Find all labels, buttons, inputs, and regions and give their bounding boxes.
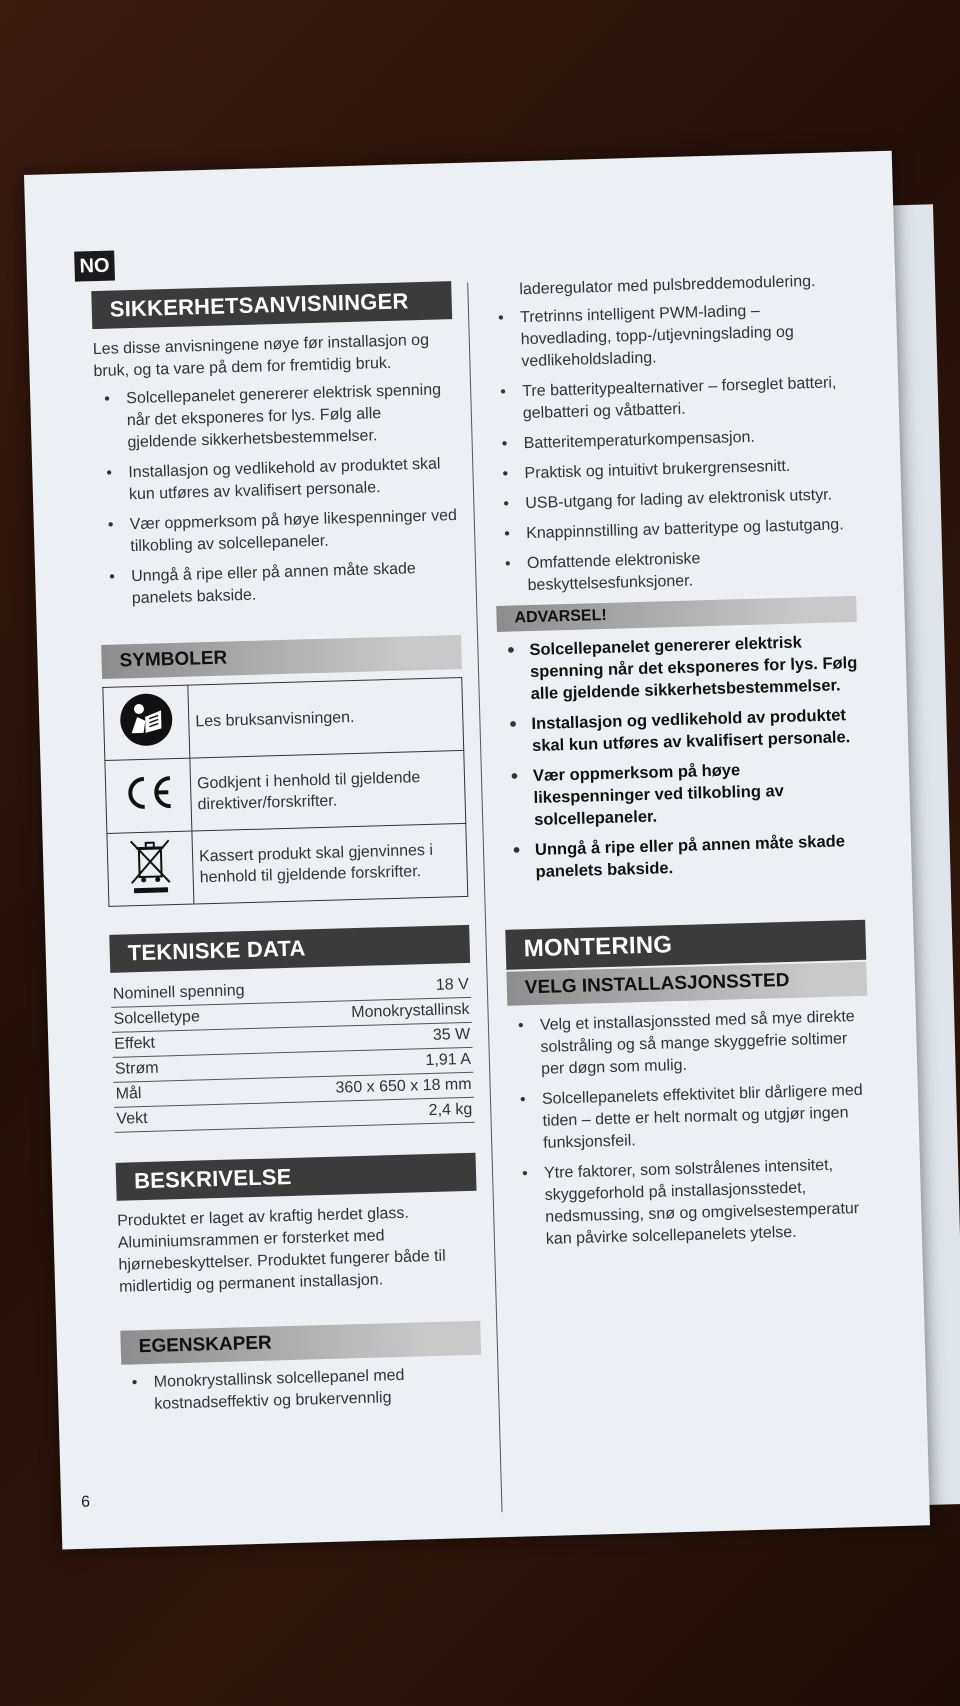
features-heading: EGENSKAPER <box>120 1321 481 1365</box>
symbol-text: Les bruksanvisningen. <box>188 677 464 758</box>
table-row <box>103 677 464 760</box>
page-number: 6 <box>80 1493 91 1511</box>
list-item: • Solcellepanelets effektivitet blir dårligere med tiden – dette er helt normalt og utgjør ingen funksjonsfeil. <box>510 1080 872 1156</box>
spec-value: 360 x 650 x 18 mm <box>290 1072 474 1102</box>
list-item: • Installasjon og vedlikehold av produktet skal kun utføres av kvalifisert personale. <box>499 704 860 758</box>
features-list <box>121 1363 482 1417</box>
table-row <box>105 750 466 833</box>
list-item: • Unngå å ripe eller på annen måte skade panelets bakside. <box>99 557 460 611</box>
list-item: • Installasjon og vedlikehold av produktet skal kun utføres av kvalifisert personale. <box>96 453 457 507</box>
list-item: • USB-utgang for lading av elektronisk utstyr. <box>493 484 853 516</box>
list-item: • Velg et installasjonssted med så mye direkte solstråling og så mange skyggefrie soltimer per døgn som mulig. <box>508 1006 870 1082</box>
spec-label: Effekt <box>112 1027 290 1057</box>
ce-mark-icon <box>120 772 177 814</box>
spec-value: 1,91 A <box>290 1047 474 1077</box>
spec-label: Solcelletype <box>111 1002 289 1032</box>
list-item: • Monokrystallinsk solcellepanel med kostnadseffektiv og brukervennlig <box>121 1363 482 1417</box>
symbol-text: Godkjent i henhold til gjeldende direktiver/forskrifter. <box>190 750 466 831</box>
list-item: • Batteritemperaturkompensasjon. <box>491 424 851 456</box>
read-manual-icon <box>119 692 174 747</box>
description-text: Produktet er laget av kraftig herdet glass. Aluminiumsrammen er forsterket med hjørnebeskyttelser. Produktet fungerer både til midlertidig og permanent installasjon. <box>117 1204 446 1296</box>
spec-value: Monokrystallinsk <box>288 997 472 1027</box>
features-list-continued <box>488 298 856 598</box>
left-column <box>91 281 483 1425</box>
list-item: • Solcellepanelet genererer elektrisk spenning når det eksponeres for lys. Følg alle gjeldende sikkerhetsbestemmelser. <box>497 630 859 706</box>
spec-label: Mål <box>113 1077 291 1107</box>
list-item: • Vær oppmerksom på høye likespenninger ved tilkobling av solcellepaneler. <box>98 505 459 559</box>
spec-label: Strøm <box>113 1052 291 1082</box>
list-item: • Tre batteritypealternativer – forseglet batteri, gelbatteri og våtbatteri. <box>490 372 851 426</box>
list-item: • Vær oppmerksom på høye likespenninger ved tilkobling av solcellepaneler. <box>501 756 863 832</box>
tech-heading: TEKNISKE DATA <box>109 925 470 973</box>
manual-page <box>24 151 930 1550</box>
spec-value: 18 V <box>288 973 472 1003</box>
spec-label: Vekt <box>114 1102 292 1132</box>
mounting-subheading: VELG INSTALLASJONSSTED <box>506 962 867 1006</box>
symbols-heading: SYMBOLER <box>101 635 462 679</box>
safety-intro: Les disse anvisningene nøye før installasjon og bruk, og ta vare på dem for fremtidig bruk. <box>92 331 430 381</box>
list-item: • Praktisk og intuitivt brukergrensesnitt. <box>492 454 852 486</box>
list-item: • Unngå å ripe eller på annen måte skade panelets bakside. <box>503 830 864 884</box>
list-item: • Tretrinns intelligent PWM-lading – hovedlading, topp-/utjevningslading og vedlikeholdslading. <box>488 298 850 374</box>
symbols-table <box>102 677 468 907</box>
table-row <box>107 823 468 906</box>
list-item: • Ytre faktorer, som solstrålenes intensitet, skyggeforhold på installasjonsstedet, nedsmussing, snø og omgivelsestemperatur kan påvirke solcellepanelets ytelse. <box>512 1154 874 1252</box>
mounting-heading: MONTERING <box>505 920 866 970</box>
safety-list <box>94 379 460 611</box>
spec-value: 2,4 kg <box>291 1097 475 1127</box>
language-badge: NO <box>74 251 115 282</box>
list-item: • Solcellepanelet genererer elektrisk spenning når det eksponeres for lys. Følg alle gjeldende sikkerhetsbestemmelser. <box>94 379 456 455</box>
list-item: • Omfattende elektroniske beskyttelsesfunksjoner. <box>495 544 856 598</box>
description-heading: BESKRIVELSE <box>116 1153 477 1201</box>
warning-heading: ADVARSEL! <box>496 596 857 632</box>
list-item: • Knappinnstilling av batteritype og lastutgang. <box>494 514 854 546</box>
spec-value: 35 W <box>289 1022 473 1052</box>
mounting-list <box>508 1006 874 1252</box>
tech-table <box>111 973 475 1133</box>
right-column <box>487 270 874 1260</box>
safety-heading: SIKKERHETSANVISNINGER <box>91 281 452 329</box>
spec-label: Nominell spenning <box>111 978 289 1007</box>
crossed-bin-icon <box>127 836 175 895</box>
symbol-text: Kassert produkt skal gjenvinnes i henhold til gjeldende forskrifter. <box>192 823 468 904</box>
warning-list <box>497 630 864 884</box>
features-continuation: laderegulator med pulsbreddemodulering. <box>519 272 816 299</box>
